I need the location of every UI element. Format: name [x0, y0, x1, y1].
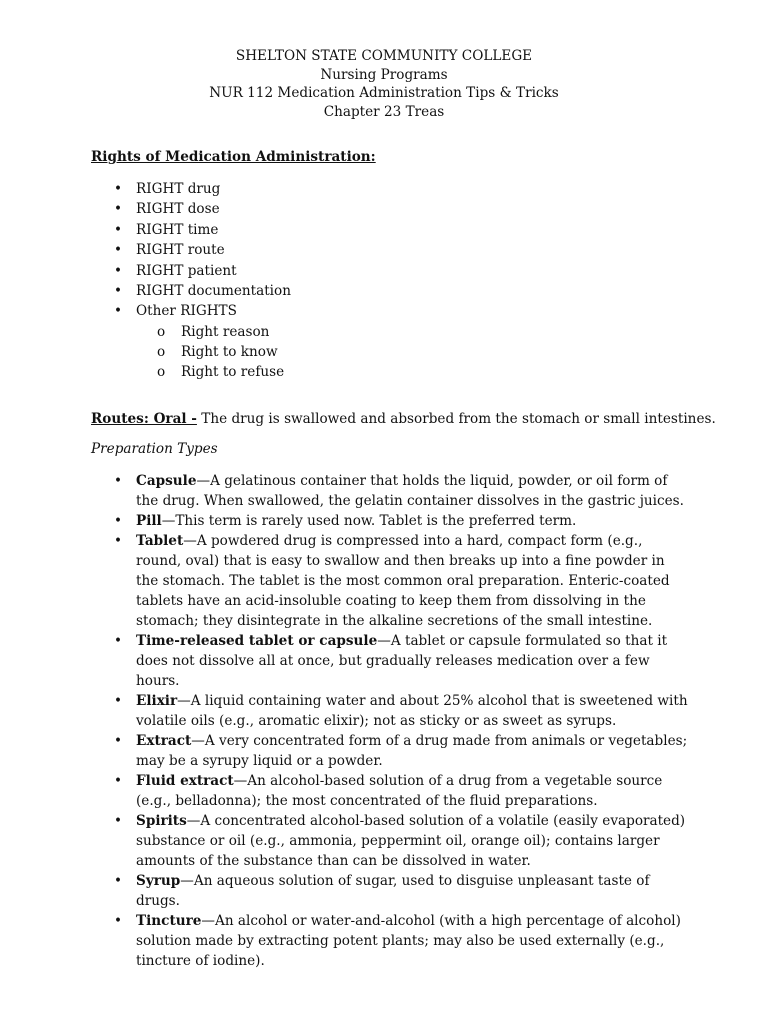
list-item: • RIGHT time [91, 220, 751, 240]
list-item [91, 691, 691, 731]
list-item-other-rights [91, 301, 751, 381]
routes-label: Routes: Oral - [91, 411, 197, 427]
definition: —An aqueous solution of sugar, used to disguise unpleasant taste of drugs. [136, 873, 650, 909]
term: Elixir [136, 693, 178, 709]
list-item: • RIGHT documentation [91, 281, 751, 301]
list-item [91, 731, 691, 771]
list-item [91, 811, 691, 871]
other-rights-label: Other RIGHTS [136, 303, 237, 320]
list-item [91, 531, 691, 631]
list-item: • RIGHT dose [91, 199, 751, 219]
course-title: NUR 112 Medication Administration Tips & Tricks [209, 85, 559, 101]
term: Time-released tablet or capsule [136, 633, 378, 649]
definition: —This term is rarely used now. Tablet is the preferred term. [161, 513, 577, 529]
term: Fluid extract [136, 773, 234, 789]
sub-list-item: o Right to know [136, 342, 751, 362]
rights-list [91, 179, 751, 382]
preparation-list [91, 471, 691, 971]
sub-list-item: o Right reason [136, 322, 751, 342]
definition: —A very concentrated form of a drug made from animals or vegetables; may be a syrupy liquid or a powder. [136, 733, 688, 769]
term: Capsule [136, 473, 197, 489]
term: Tablet [136, 533, 184, 549]
list-item [91, 871, 691, 911]
definition: —A concentrated alcohol-based solution of a volatile (easily evaporated) substance or oil (e.g., ammonia, peppermint oil, orange oil); contains larger amounts of the substance than can be dissolved in water. [136, 813, 686, 869]
definition: —A gelatinous container that holds the liquid, powder, or oil form of the drug. When swallowed, the gelatin container dissolves in the gastric juices. [136, 473, 684, 509]
term: Tincture [136, 913, 202, 929]
routes-paragraph [91, 411, 751, 427]
document-header [0, 47, 768, 121]
definition: —A liquid containing water and about 25% alcohol that is sweetened with volatile oils (e.g., aromatic elixir); not as sticky or as sweet as syrups. [136, 693, 688, 729]
definition: —An alcohol or water-and-alcohol (with a high percentage of alcohol) solution made by extracting potent plants; may also be used externally (e.g., tincture of iodine). [136, 913, 681, 969]
chapter-title: Chapter 23 Treas [323, 103, 445, 120]
preparation-heading: Preparation Types [91, 441, 218, 457]
list-item [91, 771, 691, 811]
term: Syrup [136, 873, 181, 889]
list-item [91, 511, 691, 531]
term: Extract [136, 733, 192, 749]
routes-text: The drug is swallowed and absorbed from the stomach or small intestines. [196, 411, 716, 427]
sub-list-item: o Right to refuse [136, 362, 751, 382]
definition: —A powdered drug is compressed into a hard, compact form (e.g., round, oval) that is easy to swallow and then breaks up into a fine powder in the stomach. The tablet is the most common oral preparation. Enteric-coated tablets have an acid-insoluble coating to keep them from dissolving in the stomach; they disintegrate in the alkaline secretions of the small intestine. [136, 533, 670, 629]
definition: —An alcohol-based solution of a drug from a vegetable source (e.g., belladonna); the most concentrated of the fluid preparations. [136, 773, 663, 809]
college-name: SHELTON STATE COMMUNITY COLLEGE [235, 48, 533, 64]
definition: —A tablet or capsule formulated so that it does not dissolve all at once, but gradually releases medication over a few hours. [136, 633, 668, 689]
program-name: Nursing Programs [320, 66, 448, 83]
term: Spirits [136, 813, 187, 829]
rights-heading: Rights of Medication Administration: [91, 149, 376, 165]
list-item [91, 631, 691, 691]
other-rights-list [136, 322, 751, 382]
list-item [91, 471, 691, 511]
list-item: • RIGHT patient [91, 261, 751, 281]
term: Pill [136, 513, 162, 529]
list-item: • RIGHT drug [91, 179, 751, 199]
list-item: • RIGHT route [91, 240, 751, 260]
list-item [91, 911, 691, 971]
